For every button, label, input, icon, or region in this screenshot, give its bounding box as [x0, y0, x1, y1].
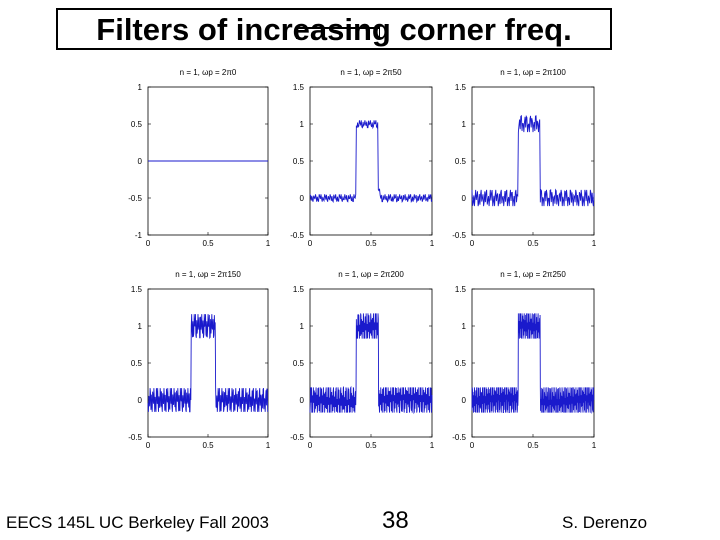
- subplot-3-xtick-label: 1: [591, 239, 597, 248]
- subplot-4-ytick-label: -0.5: [128, 433, 142, 442]
- subplot-3-ytick-label: 1.5: [454, 83, 466, 92]
- subplot-2-xtick-label: 0.5: [365, 239, 377, 248]
- subplot-5-ytick-label: 0.5: [292, 359, 304, 368]
- subplot-6-signal-line: [472, 313, 594, 412]
- subplot-3-ytick-label: 0: [461, 194, 466, 203]
- subplot-5-ytick-label: 1: [299, 322, 304, 331]
- subplot-6-title: n = 1, ωp = 2π250: [500, 270, 566, 279]
- slide-number: 38: [382, 507, 409, 534]
- subplot-4-xtick-label: 1: [265, 441, 271, 450]
- subplot-2-xtick-label: 0: [307, 239, 313, 248]
- subplot-4-ytick-label: 1: [137, 322, 142, 331]
- subplot-2-ytick-label: 1: [299, 120, 304, 129]
- subplot-1-xtick-label: 0: [145, 239, 151, 248]
- subplot-3-ytick-label: 0.5: [454, 157, 466, 166]
- subplot-3-ytick-label: 1: [461, 120, 466, 129]
- subplot-1-xtick-label: 0.5: [202, 239, 214, 248]
- subplot-5-xtick-label: 0.5: [365, 441, 377, 450]
- subplot-6-axes: [472, 289, 594, 437]
- subplot-1-ytick-label: 0: [137, 157, 142, 166]
- subplot-5-ytick-label: -0.5: [290, 433, 304, 442]
- footer-course: EECS 145L UC Berkeley Fall 2003: [6, 513, 270, 532]
- subplot-4-title: n = 1, ωp = 2π150: [175, 270, 241, 279]
- subplot-1-ytick-label: 1: [137, 83, 142, 92]
- subplot-6-ytick-label: 1: [461, 322, 466, 331]
- subplot-4-ytick-label: 1.5: [130, 285, 142, 294]
- subplot-3-xtick-label: 0: [469, 239, 475, 248]
- subplot-3-xtick-label: 0.5: [527, 239, 539, 248]
- subplot-5-ytick-label: 0: [299, 396, 304, 405]
- subplot-6-xtick-label: 0.5: [527, 441, 539, 450]
- subplot-5-title: n = 1, ωp = 2π200: [338, 270, 404, 279]
- subplot-6-xtick-label: 0: [469, 441, 475, 450]
- subplot-6-ytick-label: 0: [461, 396, 466, 405]
- subplot-5-signal-line: [310, 313, 432, 412]
- subplot-1-title: n = 1, ωp = 2π0: [179, 68, 237, 77]
- subplot-6-ytick-label: -0.5: [452, 433, 466, 442]
- footer-author: S. Derenzo: [562, 513, 648, 532]
- subplot-2-axes: [310, 87, 432, 235]
- subplot-5-ytick-label: 1.5: [292, 285, 304, 294]
- subplot-3-title: n = 1, ωp = 2π100: [500, 68, 566, 77]
- subplot-4-ytick-label: 0: [137, 396, 142, 405]
- subplot-3-ytick-label: -0.5: [452, 231, 466, 240]
- subplot-3-axes: [472, 87, 594, 235]
- subplot-6-xtick-label: 1: [591, 441, 597, 450]
- subplot-4-axes: [148, 289, 268, 437]
- subplot-4-signal-line: [148, 314, 268, 412]
- subplot-6-ytick-label: 0.5: [454, 359, 466, 368]
- subplot-1-ytick-label: 0.5: [130, 120, 142, 129]
- subplot-2-signal-line: [310, 120, 432, 201]
- slide-title: Filters of increasing corner freq.: [96, 12, 572, 47]
- subplot-1-ytick-label: -0.5: [128, 194, 142, 203]
- subplot-2-ytick-label: -0.5: [290, 231, 304, 240]
- subplot-5-axes: [310, 289, 432, 437]
- subplot-2-ytick-label: 1.5: [292, 83, 304, 92]
- subplot-2-xtick-label: 1: [429, 239, 435, 248]
- subplot-5-xtick-label: 0: [307, 441, 313, 450]
- subplot-1-ytick-label: -1: [134, 231, 142, 240]
- subplot-2-title: n = 1, ωp = 2π50: [340, 68, 402, 77]
- subplot-4-ytick-label: 0.5: [130, 359, 142, 368]
- subplot-2-ytick-label: 0: [299, 194, 304, 203]
- subplot-6-ytick-label: 1.5: [454, 285, 466, 294]
- subplot-1-xtick-label: 1: [265, 239, 271, 248]
- subplot-3-signal-line: [472, 116, 594, 206]
- subplot-5-xtick-label: 1: [429, 441, 435, 450]
- subplot-4-xtick-label: 0: [145, 441, 151, 450]
- subplot-4-xtick-label: 0.5: [202, 441, 214, 450]
- subplot-2-ytick-label: 0.5: [292, 157, 304, 166]
